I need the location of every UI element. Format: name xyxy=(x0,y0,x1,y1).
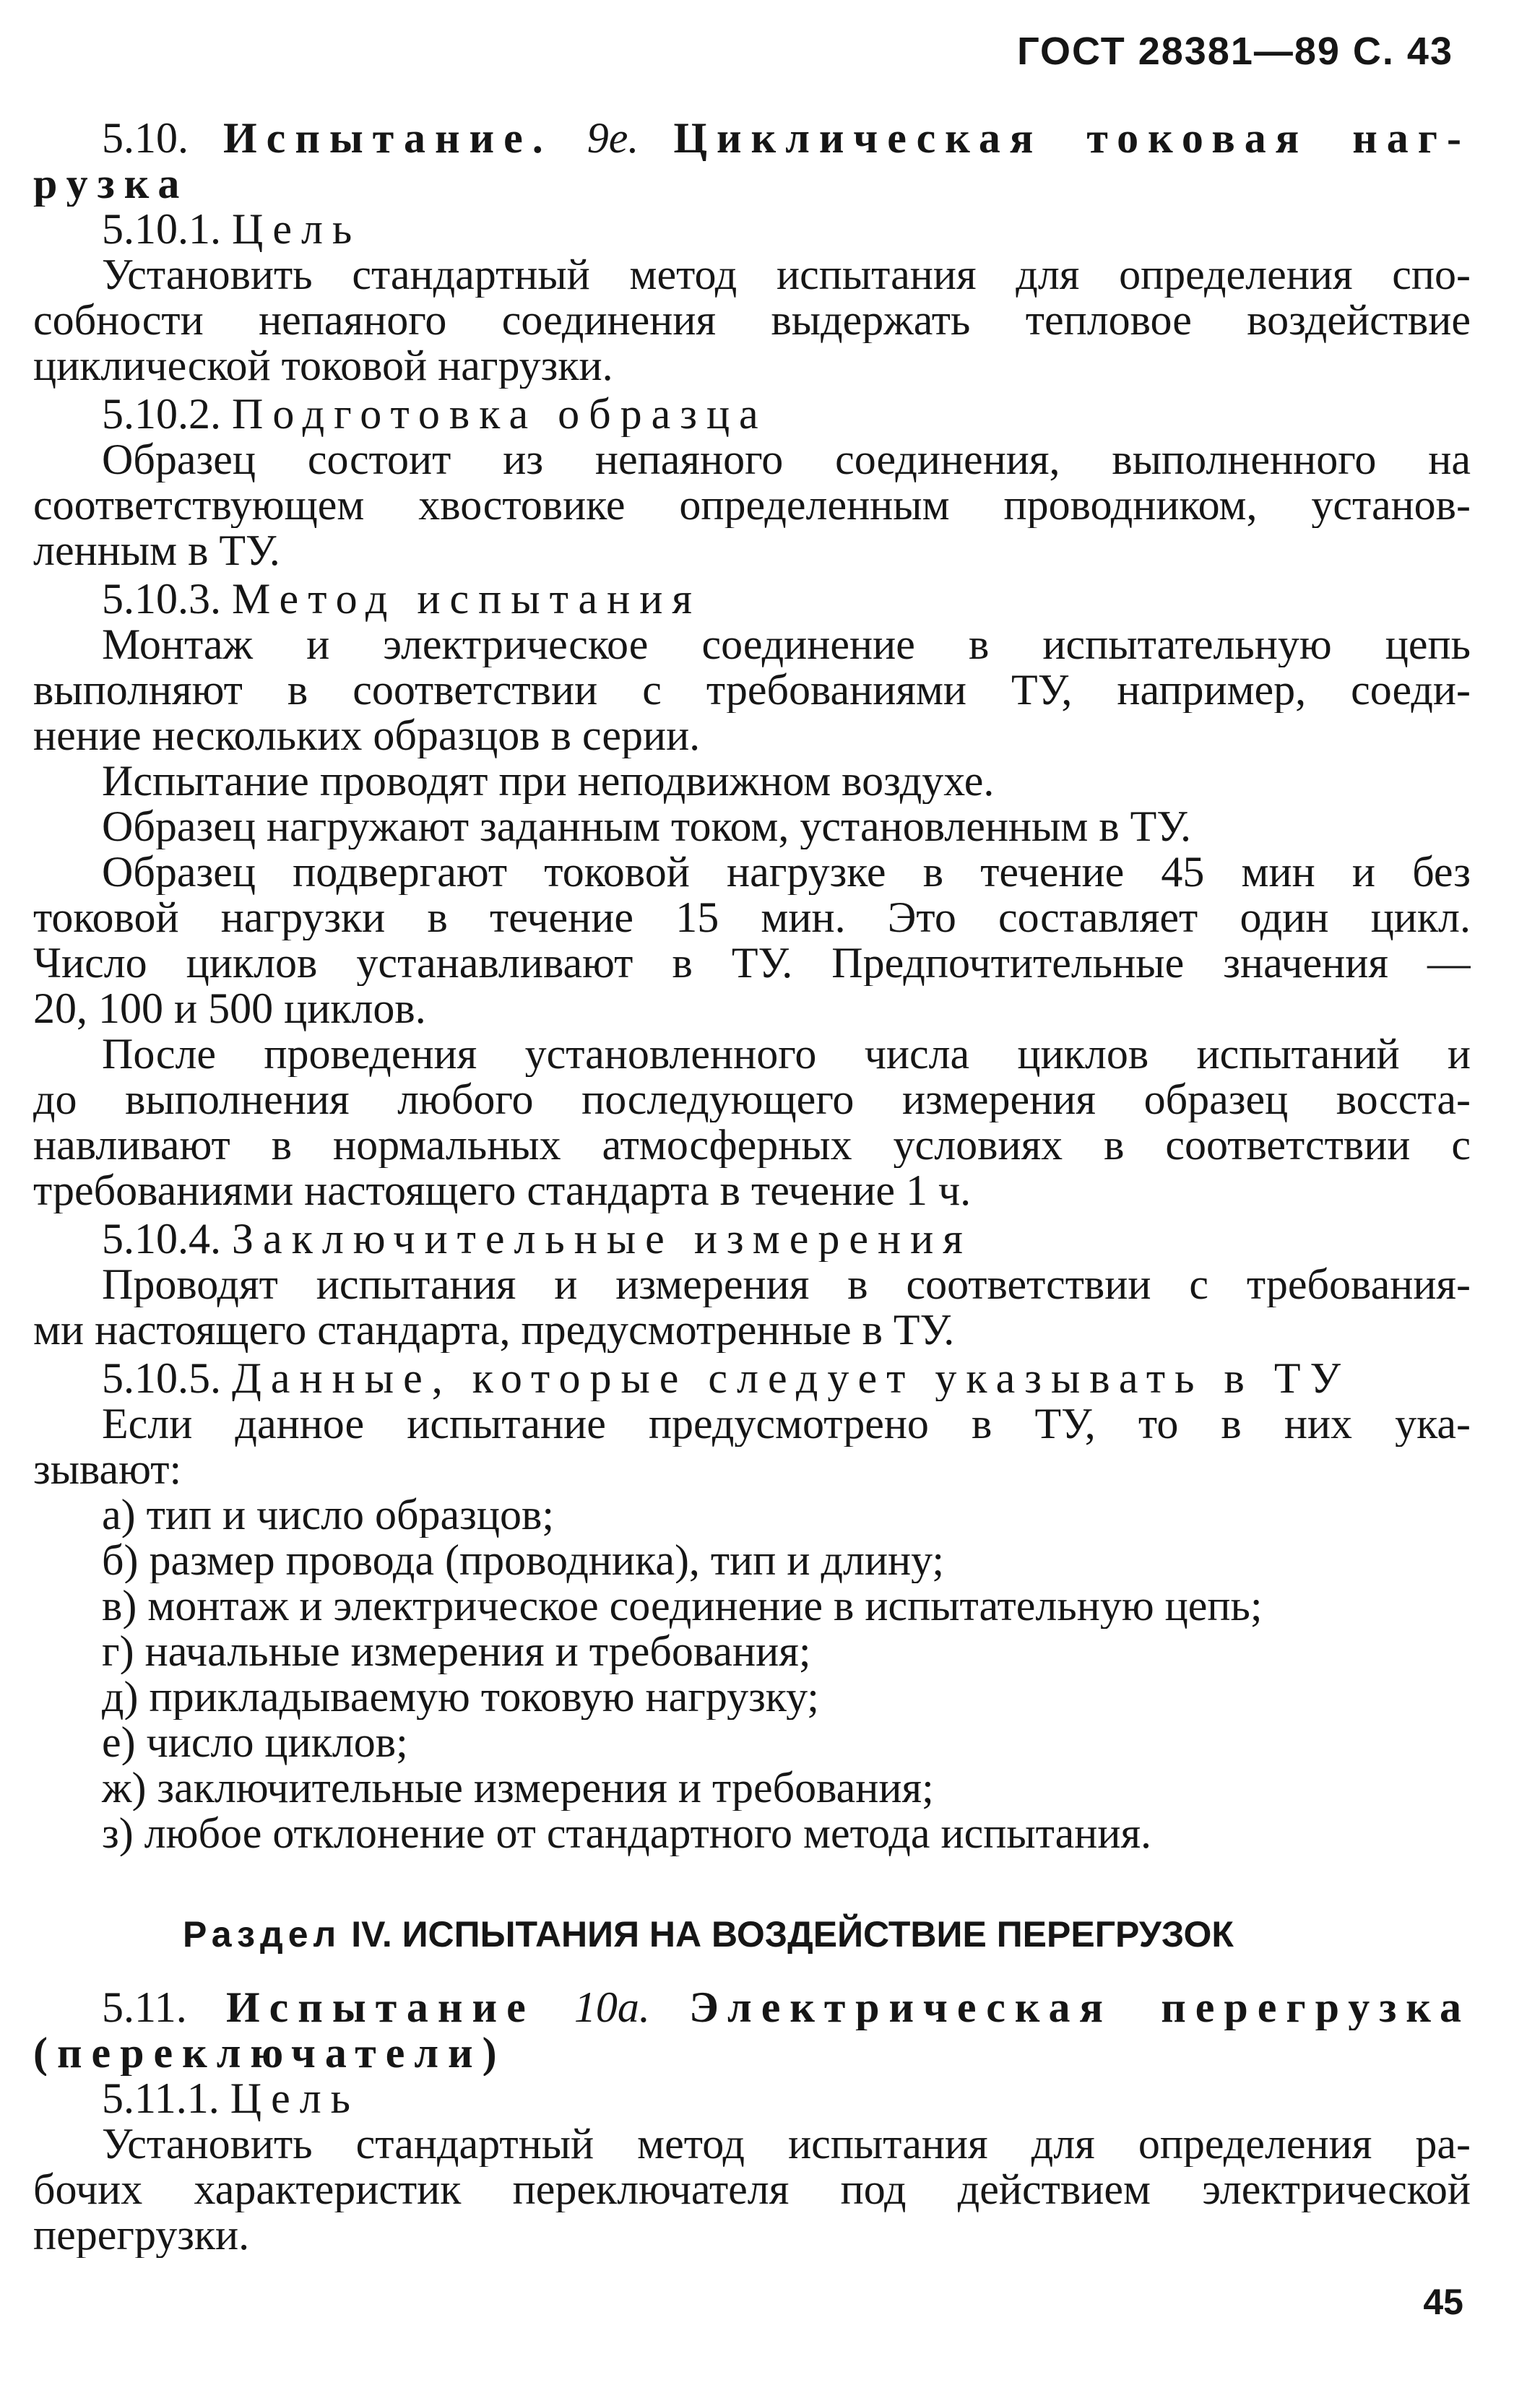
subheading-label: Цель xyxy=(230,2076,360,2121)
page-number: 45 xyxy=(1423,2282,1463,2322)
heading-5-10 xyxy=(33,116,1471,207)
paragraph-purpose xyxy=(33,252,1471,389)
text-line: собности непаяного соединения выдержать тепловое воздействие xyxy=(33,298,1471,343)
test-code: 9е. xyxy=(587,116,639,161)
heading-number: 5.11. xyxy=(102,1985,187,2030)
text-line: Образец подвергают токовой нагрузке в течение 45 мин и без xyxy=(102,849,1471,895)
text-line: ленным в ТУ. xyxy=(33,528,280,573)
paragraph-still-air xyxy=(33,758,1471,804)
paragraph-recovery xyxy=(33,1031,1471,1213)
text-line: навливают в нормальных атмосферных условиях в соответствии с xyxy=(33,1122,1471,1168)
subheading-number: 5.10.3. xyxy=(102,576,221,622)
document-header: ГОСТ 28381—89 С. 43 xyxy=(1017,30,1453,73)
text-line: соответствующем хвостовике определенным проводником, установ- xyxy=(33,482,1471,528)
subheading-label: Метод испытания xyxy=(232,576,701,622)
subheading-5-11-1 xyxy=(33,2076,1471,2121)
subheading-number: 5.10.4. xyxy=(102,1216,221,1262)
text-line: до выполнения любого последующего измерения образец восста- xyxy=(33,1077,1471,1122)
text-line: Проводят испытания и измерения в соответствии с требования- xyxy=(102,1262,1471,1307)
paragraph-cycle xyxy=(33,849,1471,1031)
text-line: Установить стандартный метод испытания для определения спо- xyxy=(102,252,1471,298)
list-item: д) прикладываемую токовую нагрузку; xyxy=(102,1674,819,1720)
section-heading xyxy=(33,1913,1471,1956)
text-line: бочих характеристик переключателя под действием электрической xyxy=(33,2167,1471,2212)
subheading-number: 5.10.2. xyxy=(102,391,221,437)
subheading-5-10-2 xyxy=(33,391,1471,437)
list-item: г) начальные измерения и требования; xyxy=(102,1629,811,1674)
heading-title-word: Испытание. xyxy=(223,116,553,161)
page-body xyxy=(33,116,1471,2258)
list-item: в) монтаж и электрическое соединение в испытательную цепь; xyxy=(102,1583,1263,1629)
paragraph-load-current xyxy=(33,804,1471,849)
subheading-5-10-3 xyxy=(33,576,1471,622)
text-line: 20, 100 и 500 циклов. xyxy=(33,986,426,1031)
subheading-number: 5.10.5. xyxy=(102,1356,221,1401)
text-line: После проведения установленного числа циклов испытаний и xyxy=(102,1031,1471,1077)
heading-5-11 xyxy=(33,1985,1471,2076)
text-line: токовой нагрузки в течение 15 мин. Это составляет один цикл. xyxy=(33,895,1471,940)
subheading-number: 5.11.1. xyxy=(102,2076,220,2121)
text-line: нение нескольких образцов в серии. xyxy=(33,713,701,758)
text-line: требованиями настоящего стандарта в течение 1 ч. xyxy=(33,1168,972,1213)
subheading-5-10-5 xyxy=(33,1356,1471,1401)
list-item: а) тип и число образцов; xyxy=(102,1492,554,1538)
subheading-label: Заключительные измерения xyxy=(232,1216,972,1262)
text-line: перегрузки. xyxy=(33,2212,250,2258)
subheading-label: Цель xyxy=(232,207,362,252)
text-line: зывают: xyxy=(33,1447,182,1492)
requirements-list xyxy=(33,1492,1471,1856)
heading-title-word: Испытание xyxy=(226,1985,535,2030)
paragraph-purpose-switches xyxy=(33,2121,1471,2258)
list-item: з) любое отклонение от стандартного метода испытания. xyxy=(102,1811,1152,1856)
text-line: Монтаж и электрическое соединение в испытательную цепь xyxy=(102,622,1471,667)
subheading-label: Подготовка образца xyxy=(232,391,768,437)
text-line: ми настоящего стандарта, предусмотренные в ТУ. xyxy=(33,1307,955,1353)
heading-number: 5.10. xyxy=(102,116,189,161)
heading-title-continuation: (переключатели) xyxy=(33,2030,506,2076)
paragraph-final-measurements xyxy=(33,1262,1471,1353)
paragraph-spec-data xyxy=(33,1401,1471,1492)
list-item: б) размер провода (проводника), тип и длину; xyxy=(102,1538,945,1583)
test-code: 10а. xyxy=(574,1985,650,2030)
text-line: Испытание проводят при неподвижном воздухе. xyxy=(102,758,995,804)
section-title: IV. ИСПЫТАНИЯ НА ВОЗДЕЙСТВИЕ ПЕРЕГРУЗОК xyxy=(351,1914,1234,1955)
subheading-5-10-1 xyxy=(33,207,1471,252)
subheading-number: 5.10.1. xyxy=(102,207,221,252)
list-item: е) число циклов; xyxy=(102,1720,408,1765)
subheading-label: Данные, которые следует указывать в ТУ xyxy=(232,1356,1350,1401)
section-word: Раздел xyxy=(183,1914,342,1955)
heading-title-continuation: рузка xyxy=(33,161,189,207)
text-line: Если данное испытание предусмотрено в ТУ, то в них ука- xyxy=(102,1401,1471,1447)
text-line: выполняют в соответствии с требованиями ТУ, например, соеди- xyxy=(33,667,1471,713)
paragraph-mounting xyxy=(33,622,1471,758)
text-line: Число циклов устанавливают в ТУ. Предпочтительные значения — xyxy=(33,940,1471,986)
text-line: Установить стандартный метод испытания для определения ра- xyxy=(102,2121,1471,2167)
heading-title-rest: Электрическая перегрузка xyxy=(689,1985,1471,2030)
paragraph-specimen xyxy=(33,437,1471,573)
list-item: ж) заключительные измерения и требования; xyxy=(102,1765,934,1811)
subheading-5-10-4 xyxy=(33,1216,1471,1262)
text-line: Образец нагружают заданным током, установленным в ТУ. xyxy=(102,804,1191,849)
text-line: Образец состоит из непаяного соединения, выполненного на xyxy=(102,437,1471,482)
heading-title-rest: Циклическая токовая наг- xyxy=(673,116,1471,161)
text-line: циклической токовой нагрузки. xyxy=(33,343,613,389)
